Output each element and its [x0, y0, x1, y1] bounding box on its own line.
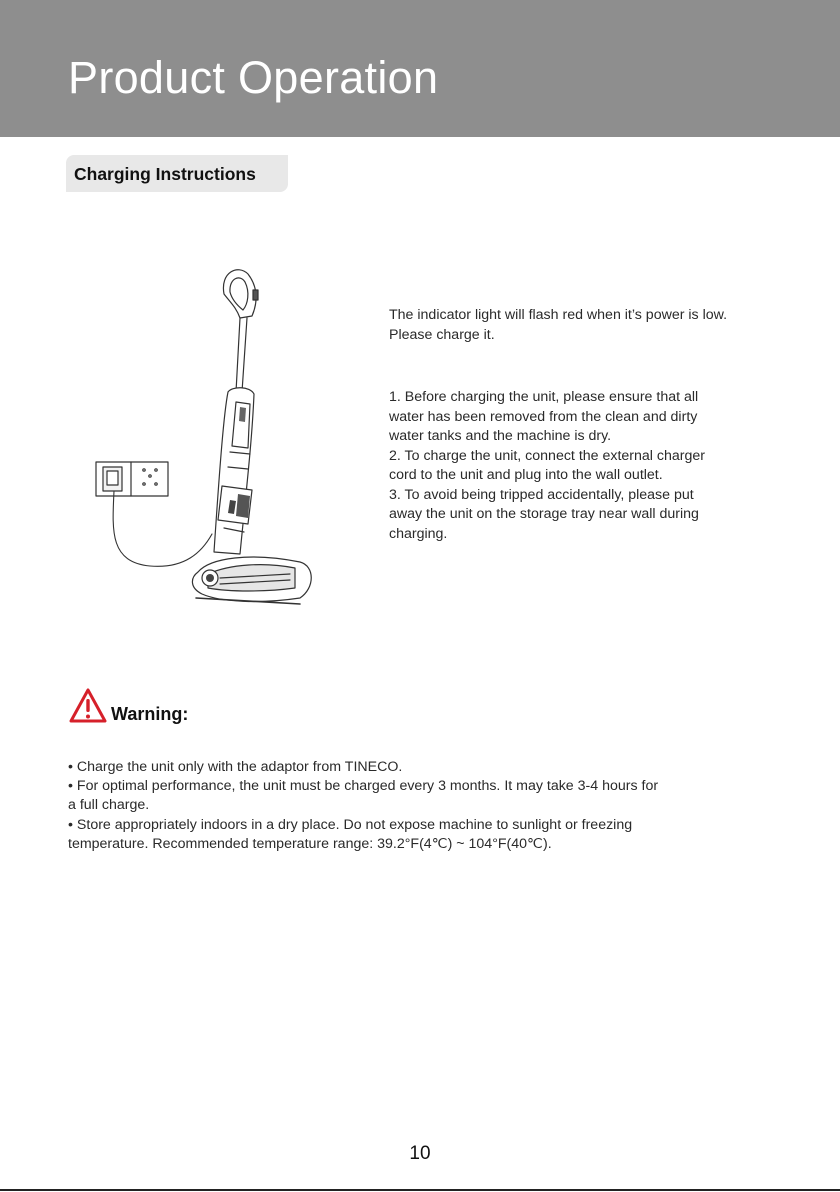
intro-line: The indicator light will flash red when it’s power is low. [389, 307, 728, 323]
section-title: Charging Instructions [74, 164, 256, 184]
step-line: 3. To avoid being tripped accidentally, please put [389, 486, 694, 503]
note-line: • Charge the unit only with the adaptor from TINECO. [68, 759, 403, 775]
warning-notes [68, 758, 768, 854]
page-title: Product Operation [68, 52, 439, 103]
vacuum-stick [236, 318, 247, 392]
step-line: water tanks and the machine is dry. [389, 428, 612, 444]
step-line: 2. To charge the unit, connect the external charger [389, 447, 706, 464]
note-line: • Store appropriately indoors in a dry place. Do not expose machine to sunlight or freezing [68, 816, 633, 833]
intro-line: Please charge it. [389, 326, 495, 343]
vacuum-body [214, 388, 254, 554]
page-header [0, 0, 840, 137]
step-line: charging. [389, 525, 448, 542]
bottom-rule [0, 1189, 840, 1191]
step-line: away the unit on the storage tray near wall during [389, 506, 699, 522]
warning-heading [68, 687, 268, 727]
page-number: 10 [409, 1143, 431, 1164]
step-line: water has been removed from the clean and dirty [389, 408, 698, 425]
vacuum-charging-illustration [90, 262, 330, 622]
note-line: • For optimal performance, the unit must be charged every 3 months. It may take 3-4 hours for [68, 778, 659, 795]
section-tab-charging [66, 155, 288, 192]
warning-label: Warning: [111, 704, 189, 724]
low-power-notice [389, 306, 809, 345]
warning-triangle-icon [68, 687, 108, 725]
charger-cable [113, 491, 212, 566]
wall-outlet-icon [96, 462, 168, 496]
charging-steps [389, 388, 809, 544]
step-line: 1. Before charging the unit, please ensure that all [389, 389, 699, 405]
note-line: temperature. Recommended temperature range: 39.2°F(4℃) ~ 104°F(40℃). [68, 835, 552, 852]
note-line: a full charge. [68, 797, 150, 814]
vacuum-cleaning-head [192, 557, 311, 604]
vacuum-handle [223, 270, 258, 318]
step-line: cord to the unit and plug into the wall outlet. [389, 467, 663, 483]
